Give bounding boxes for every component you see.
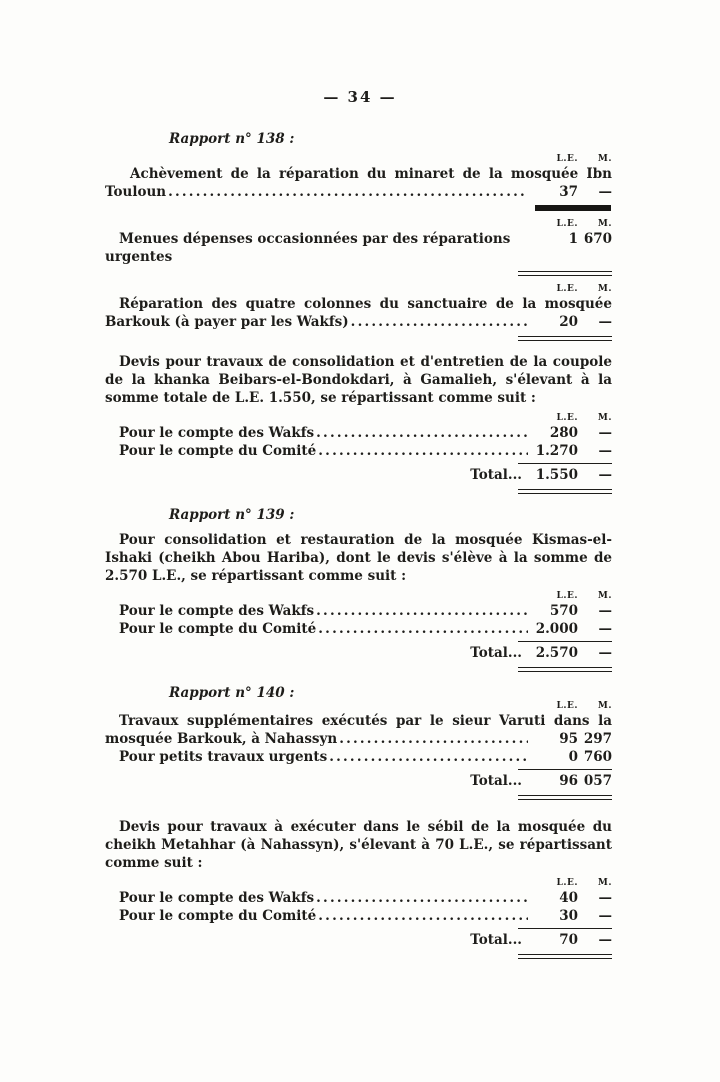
column-headers — [105, 590, 612, 602]
column-headers — [105, 412, 612, 424]
divider-rule-double — [518, 489, 612, 494]
column-header-le: L.E. — [556, 154, 578, 164]
comite-label: Pour le compte du Comité ..... — [105, 907, 528, 925]
devis-coupole-line1: Devis pour travaux de consolidation et d'entretien de la coupole — [119, 354, 612, 370]
column-header-le: L.E. — [556, 701, 578, 711]
amount-le: 95 — [559, 731, 578, 747]
total-row — [105, 466, 612, 484]
column-header-m: M. — [597, 878, 612, 888]
amount-m: 057 — [583, 773, 612, 789]
column-header-m: M. — [597, 701, 612, 711]
column-headers — [105, 283, 612, 295]
divider-rule-double — [518, 271, 612, 276]
amount-le: 1.550 — [535, 467, 578, 483]
amount-m: — — [598, 932, 612, 948]
amount-m: — — [598, 621, 612, 637]
divider-rule-single — [518, 769, 612, 770]
amount-m: — — [598, 467, 612, 483]
column-header-le: L.E. — [556, 878, 578, 888]
comite-label: Pour le compte du Comité ..... — [105, 442, 528, 460]
column-header-le: L.E. — [556, 219, 578, 229]
amount-m: — — [598, 425, 612, 441]
divider-rule-double — [518, 336, 612, 341]
column-header-m: M. — [597, 413, 612, 423]
amount-le: 2.570 — [535, 645, 578, 661]
divider-rule-double — [518, 954, 612, 959]
column-headers — [105, 877, 612, 889]
amount-le: 96 — [559, 773, 578, 789]
column-header-le: L.E. — [556, 284, 578, 294]
amount-le: 40 — [559, 890, 578, 906]
varuti-amount-row — [105, 730, 612, 748]
amount-m: 297 — [583, 731, 612, 747]
amount-le: 1 — [568, 231, 578, 247]
total-row — [105, 644, 612, 662]
column-header-m: M. — [597, 219, 612, 229]
wakfs-row — [105, 889, 612, 907]
total-label: Total... — [470, 932, 522, 948]
rapport-138-heading: Rapport n° 138 : — [169, 131, 295, 147]
amount-m: — — [598, 908, 612, 924]
amount-le: 20 — [559, 314, 578, 330]
amount-le: 30 — [559, 908, 578, 924]
amount-m: 670 — [583, 231, 612, 247]
wakfs-label: Pour le compte des Wakfs ..... — [105, 602, 528, 620]
column-header-le: L.E. — [556, 413, 578, 423]
amount-m: 760 — [583, 749, 612, 765]
column-header-m: M. — [597, 591, 612, 601]
total-label: Total... — [470, 467, 522, 483]
amount-le: 280 — [549, 425, 578, 441]
column-header-le: L.E. — [556, 591, 578, 601]
entry-138-label: Touloun ..... — [105, 183, 528, 201]
devis-kismas-line3: 2.570 L.E., se répartissant comme suit : — [105, 568, 407, 584]
rapport-139-heading: Rapport n° 139 : — [169, 507, 295, 523]
comite-row — [105, 442, 612, 460]
entry-barkouk-amount-row — [105, 313, 612, 331]
amount-le: 1.270 — [535, 443, 578, 459]
amount-m: — — [598, 603, 612, 619]
total-row — [105, 772, 612, 790]
amount-m: — — [598, 645, 612, 661]
wakfs-label: Pour le compte des Wakfs ..... — [105, 424, 528, 442]
comite-row — [105, 907, 612, 925]
varuti-label: mosquée Barkouk, à Nahassyn ..... — [105, 730, 528, 748]
devis-coupole-line3: somme totale de L.E. 1.550, se répartissant comme suit : — [105, 390, 536, 406]
amount-m: — — [598, 443, 612, 459]
divider-rule-heavy — [535, 205, 611, 211]
total-label: Total... — [470, 773, 522, 789]
amount-le: 70 — [559, 932, 578, 948]
total-label: Total... — [470, 645, 522, 661]
petits-travaux-label: Pour petits travaux urgents ..... — [105, 748, 528, 766]
entry-138-text: Achèvement de la réparation du minaret de la mosquée Ibn — [130, 166, 612, 182]
devis-kismas-line1: Pour consolidation et restauration de la mosquée Kismas-el- — [119, 532, 612, 548]
total-row — [105, 931, 612, 949]
comite-label: Pour le compte du Comité ..... — [105, 620, 528, 638]
amount-m: — — [598, 184, 612, 200]
divider-rule-single — [518, 641, 612, 642]
column-header-m: M. — [597, 284, 612, 294]
devis-metahhar-line1: Devis pour travaux à exécuter dans le sébil de la mosquée du — [119, 819, 612, 835]
page-content — [105, 130, 612, 959]
wakfs-label: Pour le compte des Wakfs ..... — [105, 889, 528, 907]
divider-rule-single — [518, 463, 612, 464]
amount-le: 570 — [549, 603, 578, 619]
varuti-line1: Travaux supplémentaires exécutés par le sieur Varuti dans la — [119, 713, 612, 729]
wakfs-row — [105, 602, 612, 620]
amount-le: 2.000 — [535, 621, 578, 637]
devis-metahhar-line3: comme suit : — [105, 855, 203, 871]
column-headers — [105, 153, 612, 165]
amount-le: 37 — [559, 184, 578, 200]
rapport-140-heading: Rapport n° 140 : — [169, 685, 295, 701]
comite-row — [105, 620, 612, 638]
entry-menues-row — [105, 230, 612, 266]
devis-coupole-line2: de la khanka Beibars-el-Bondokdari, à Gamalieh, s'élevant à la — [105, 372, 612, 388]
entry-barkouk-label: Barkouk (à payer par les Wakfs) ..... — [105, 313, 528, 331]
wakfs-row — [105, 424, 612, 442]
column-header-m: M. — [597, 154, 612, 164]
amount-le: 0 — [568, 749, 578, 765]
page-number: — 34 — — [323, 88, 397, 106]
devis-metahhar-line2: cheikh Metahhar (à Nahassyn), s'élevant à 70 L.E., se répartissant — [105, 837, 612, 853]
divider-rule-double — [518, 667, 612, 672]
column-headers — [105, 218, 612, 230]
amount-m: — — [598, 314, 612, 330]
amount-m: — — [598, 890, 612, 906]
entry-menues-label: Menues dépenses occasionnées par des réparations urgentes — [105, 231, 511, 265]
entry-barkouk-text: Réparation des quatre colonnes du sanctuaire de la mosquée — [119, 296, 612, 312]
entry-138-amount-row — [105, 183, 612, 201]
divider-rule-single — [518, 928, 612, 929]
divider-rule-double — [518, 795, 612, 800]
devis-kismas-line2: Ishaki (cheikh Abou Hariba), dont le devis s'élève à la somme de — [105, 550, 612, 566]
petits-travaux-row — [105, 748, 612, 766]
